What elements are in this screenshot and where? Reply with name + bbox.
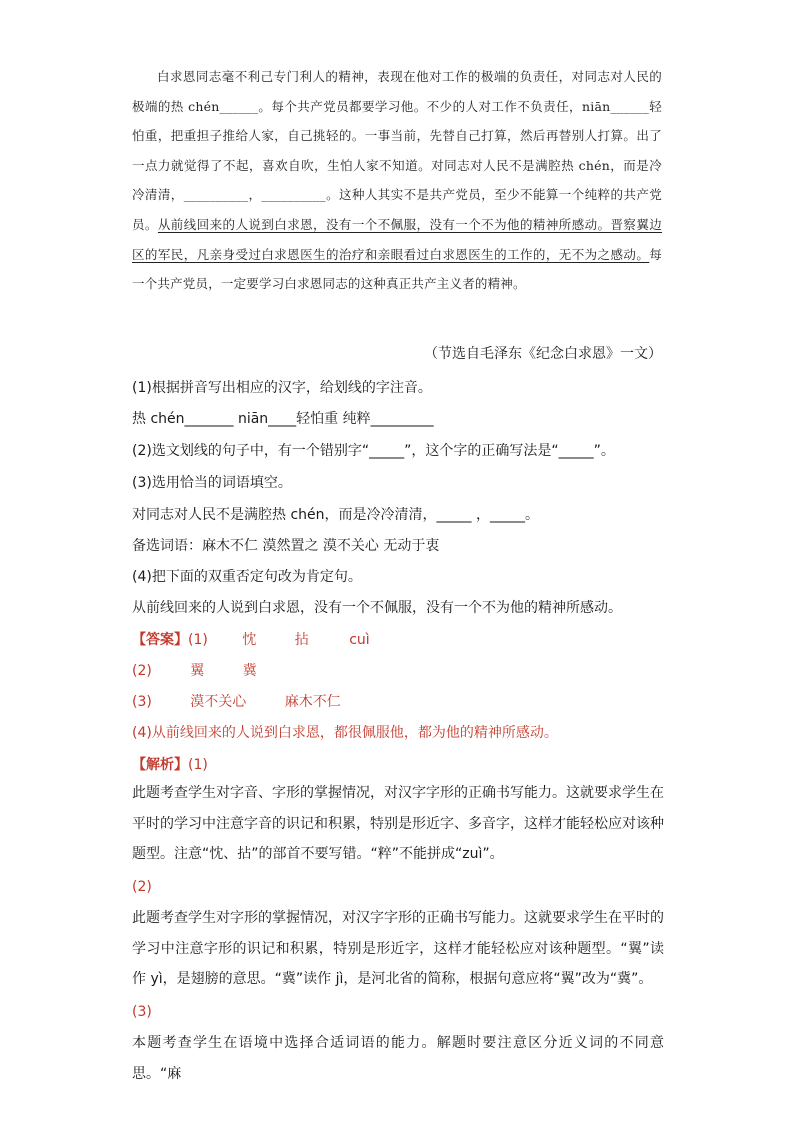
answer-1	[132, 629, 672, 649]
passage-paragraph	[132, 62, 662, 299]
passage	[132, 62, 662, 299]
question-3-options: 备选词语：麻木不仁 漠然置之 漠不关心 无动于衷	[132, 538, 440, 554]
analysis-2-num: (2)	[132, 879, 152, 895]
analysis-paragraph: 此题考查学生对字音、字形的掌握情况，对汉字字形的正确书写能力。这就要求学生在平时的学习中注意字音的识记和积累，特别是形近字、多音字，这样才能轻松应对该种题型。注意“忱、拈”的部首不要写错。“粹”不能拼成“zuì”。	[132, 785, 664, 862]
answer-1-num: (1)	[188, 632, 208, 648]
source-citation: （节选自毛泽东《纪念白求恩》一文）	[424, 346, 662, 362]
question-1: (1)根据拼音写出相应的汉字，给划线的字注音。	[132, 380, 432, 396]
analysis-tag: 【解析】	[132, 757, 188, 773]
answer-4: (4)从前线回来的人说到白求恩，都很佩服他，都为他的精神所感动。	[132, 725, 558, 741]
answer-3-num: (3)	[132, 694, 152, 710]
analysis-2-text	[132, 903, 664, 995]
answer-2-part: 翼	[190, 663, 205, 679]
question-4-sentence: 从前线回来的人说到白求恩，没有一个不佩服，没有一个不为他的精神所感动。	[132, 600, 622, 616]
answer-3-part: 麻木不仁	[284, 694, 341, 710]
question-4: (4)把下面的双重否定句改为肯定句。	[132, 569, 362, 585]
answer-1-part: 忱	[242, 632, 257, 648]
answer-2	[132, 660, 672, 680]
passage-text: 白求恩同志毫不利己专门利人的精神，表现在他对工作的极端的负责任，对同志对人民的极端的热 chén______。每个共产党员都要学习他。不少的人对工作不负责任，niān______轻怕重，把重担子推给人家，自己挑轻的。一事当前，先替自己打算，然后再替别人打算。出了一点力就觉得了不起，喜欢自吹，生怕人家不知道。对同志对人民不是满腔热 chén，而是冷冷清清，__________，__________。这种人其实不是共产党员，至少不能算一个纯粹的共产党员。	[132, 69, 662, 232]
answer-2-num: (2)	[132, 663, 152, 679]
underlined-sentence-2: 晋察翼边区的军民，凡亲身受过白求恩医生的治疗和亲眼看过白求恩医生的工作的，无不为之感动。	[132, 216, 662, 262]
passage-end: 每一个共产党员，一定要学习白求恩同志的这种真正共产主义者的精神。	[132, 246, 662, 292]
analysis-3-num: (3)	[132, 1004, 152, 1020]
analysis-1-num: (1)	[188, 757, 208, 773]
question-3-sentence: 对同志对人民不是满腔热 chén，而是冷冷清清，_____ ，_____。	[132, 507, 539, 523]
question-1-items: 热 chén_______ niān____轻怕重 纯粹_________	[132, 411, 434, 427]
analysis-1-text	[132, 778, 664, 870]
analysis-paragraph: 本题考查学生在语境中选择合适词语的能力。解题时要注意区分近义词的不同意思。“麻	[132, 1035, 664, 1082]
question-3: (3)选用恰当的词语填空。	[132, 475, 292, 491]
answer-3	[132, 691, 672, 711]
answer-2-part: 冀	[242, 663, 257, 679]
answer-1-part: cuì	[349, 632, 370, 648]
answer-1-part: 拈	[294, 632, 309, 648]
underlined-sentence: 从前线回来的人说到白求恩，没有一个不佩服，没有一个不为他的精神所感动。	[157, 216, 611, 232]
analysis-3-text	[132, 1028, 664, 1089]
question-2: (2)选文划线的句子中，有一个错别字“_____”，这个字的正确写法是“_____”。	[132, 443, 615, 459]
analysis-paragraph: 此题考查学生对字形的掌握情况，对汉字字形的正确书写能力。这就要求学生在平时的学习中注意字形的识记和积累，特别是形近字，这样才能轻松应对该种题型。“翼”读作 yì，是翅膀的意思。“冀”读作 jì，是河北省的简称，根据句意应将“翼”改为“冀”。	[132, 910, 664, 987]
answer-tag: 【答案】	[132, 632, 188, 648]
answer-3-part: 漠不关心	[190, 694, 247, 710]
analysis-header	[132, 754, 672, 774]
